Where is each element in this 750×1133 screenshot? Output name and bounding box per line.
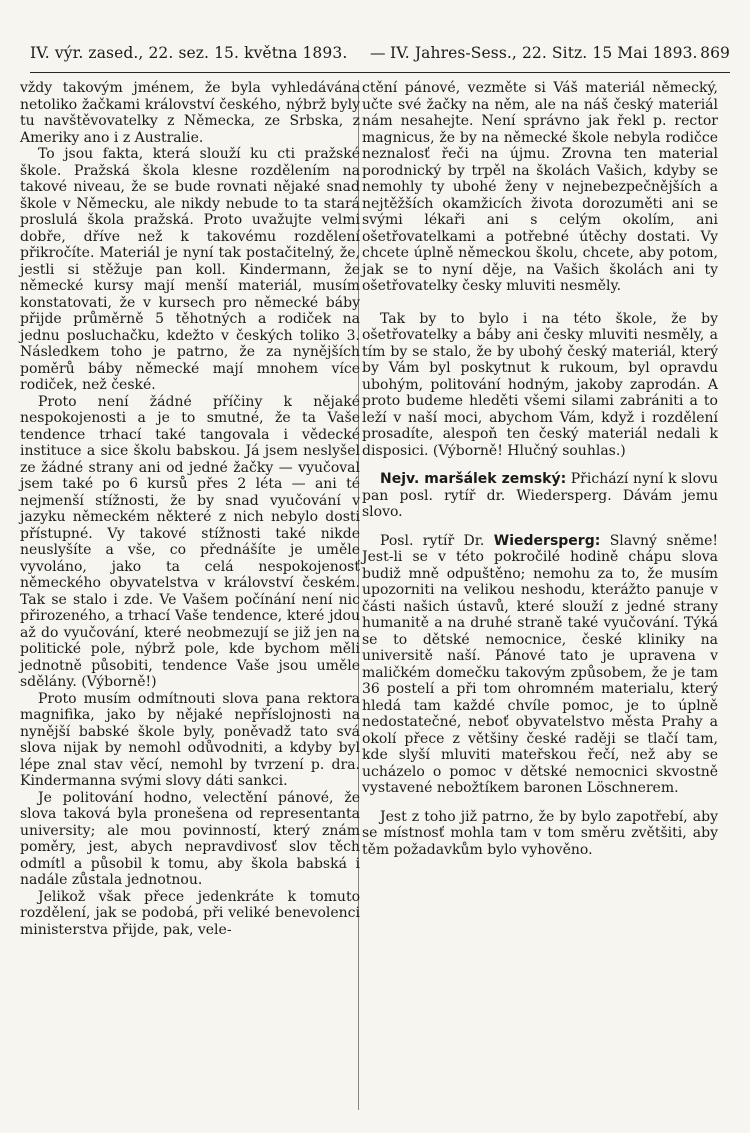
left-paragraph-2: To jsou fakta, která slouží ku cti pražské škole. Pražská škola klesne rozdělením na takové niveau, že se bude rovnati nějaké snad škole v Německu, ale nikdy nebude to ta stará proslulá škola pražská. Proto uvažujte velmi dobře, dříve než k takovému rozdělení přikročíte. Materiál je nyní tak postačitelný, že, jestli si stěžuje pan koll. Kindermann, že německé kursy mají menší materiál, musím konstatovati, že v kursech pro německé báby přijde průměrně 5 těhotných a rodiček na jednu posluchačku, kdežto v českých toliko 3. Následkem toho je patrno, že za nynějších poměrů báby německé mají mnohem více rodiček, než české. (20, 146, 360, 393)
left-paragraph-4: Proto musím odmítnouti slova pana rektora magnifika, jako by nějaké nepříslojnosti na nynější babské škole byly, poněvadž tato svá slova nijak by nemohl odůvodniti, a kdyby byl lépe znal stav věcí, nemohl by tvrzení p. dra. Kindermanna svými slovy dáti sankci. (20, 690, 360, 789)
left-paragraph-1: vždy takovým jménem, že byla vyhledávána netoliko žačkami království českého, nýbrž byly tu navštěvovatelky z Německa, ze Srbska, z Ameriky ano i z Australie. (20, 80, 360, 146)
marshal-text: Přichází nyní k slovu pan posl. rytíř dr. Wiedersperg. Dávám jemu slovo. (362, 471, 718, 520)
right-paragraph-2: Tak by to bylo i na této škole, že by ošetřovatelky a báby ani česky mluviti nesměly, a tím by se stalo, že by ubohý český materiál, který by Vám byl poskytnut k rukoum, byl opravdu ubohým, politování hodným, jakoby zaprodán. A proto budeme hleděti všemi silami zabrániti a to leží v naší moci, abychom Vám, když i rozdělení prosadíte, alespoň ten český materiál nedali k disposici. (Výborně! Hlučný souhlas.) (362, 310, 718, 459)
left-paragraph-5: Je politování hodno, velectění pánové, že slova taková byla pronešena od representanta university; ale mou povinností, který znám poměry, jest, abych nepravdivosť slov těch odmítl a působil k tomu, aby škola babská i nadále zůstala jednotnou. (20, 789, 360, 888)
header-separator: — (370, 44, 386, 62)
speaker-wiedersperg: Wiedersperg: (493, 532, 601, 549)
speaker-marshal: Nejv. maršálek zemský: (380, 471, 567, 487)
speaker-prefix: Posl. rytíř Dr. (380, 532, 485, 549)
right-paragraph-1: ctění pánové, vezměte si Váš materiál německý, učte své žačky na něm, ale na náš český materiál nám nesahejte. Není správno jak řekl p. rector magnicus, že by na německé škole nebyla rodičce neznalosť řeči na újmu. Zrovna ten material porodnický by trpěl na školách Vašich, kdyby se nemohly ty ubohé ženy v nejnebezpečnějších a nejtěžších okamžicích života dorozuměti ani se svými lékaři ani s celým okolím, ani ošetřovatelkami a potřebné útěchy dostati. Vy chcete úplně německou školu, chcete, aby potom, jak se to nyní děje, na Vašich školách ani ty ošetřovatelky česky mluviti nesměly. (362, 80, 718, 294)
right-column (362, 80, 718, 858)
left-column (20, 80, 360, 938)
page-number: 869 (700, 44, 730, 62)
right-paragraph-5: Jest z toho již patrno, že by bylo zapotřebí, aby se místnosť mohla tam v tom směru zvětšiti, aby těm požadavkům bylo vyhověno. (362, 808, 718, 858)
left-paragraph-3: Proto není žádné příčiny k nějaké nespokojenosti a je to smutné, že ta Vaše tendence trhací také tangovala i vědecké instituce a sice školu babskou. Já jsem neslyšel ze žádné strany ani od jedné žačky — vyučoval jsem také po 6 kursů přes 2 léta — ani té nejmenší stížnosti, že by snad vyučování v jazyku německém některé z nich nebylo dosti přístupné. Vy takové stížnosti také nikde neuslyšíte a vše, co přednášíte je uměle vyvoláno, jako ta celá nespokojenosť německého obyvatelstva v království českém. Tak se stalo i zde. Ve Vašem počínání není nic přirozeného, a trhací Vaše tendence, které jdou až do vyučování, které neobmezují se již jen na politické pole, nýbrž pole, kde bychom měli jednotně působiti, tendence Vaše jsou uměle sdělány. (Výborně!) (20, 393, 360, 690)
running-header (30, 44, 730, 68)
wiedersperg-text: Slavný sněme! Jest-li se v této pokročilé hodině chápu slova budiž mně odpuštěno; nemohu za to, že musím upozorniti na velikou neshodu, kterážto panuje v části našich ústavů, které slouží z jedné strany humanitě a na druhé straně také vyučování. Týká se to dětské nemocnice, české kliniky na universitě naší. Pánové tato je upravena v maličkém domečku takovým způsobem, že je tam 36 postelí a při tom ohromném materialu, který hledá tam každé chvíle pomoc, je to úplně nedostatečné, neboť obyvatelstvo města Prahy a okolí přece z většiny české raději se tlačí tam, kde slyší mluviti mateřskou řečí, než aby se ucházelo o pomoc v dětské nemocnici skvostně vystavené nebožtíkem baronen Löschnerem. (362, 532, 719, 796)
header-czech: IV. výr. zased., 22. sez. 15. května 1893. (30, 44, 348, 62)
header-german: IV. Jahres-Sess., 22. Sitz. 15 Mai 1893. (390, 44, 698, 62)
left-paragraph-6: Jelikož však přece jedenkráte k tomuto rozdělení, jak se podobá, při veliké benevolenci ministerstva přijde, pak, vele- (20, 888, 360, 938)
right-paragraph-3 (362, 471, 718, 521)
header-rule (30, 72, 730, 73)
right-paragraph-4 (362, 533, 718, 797)
